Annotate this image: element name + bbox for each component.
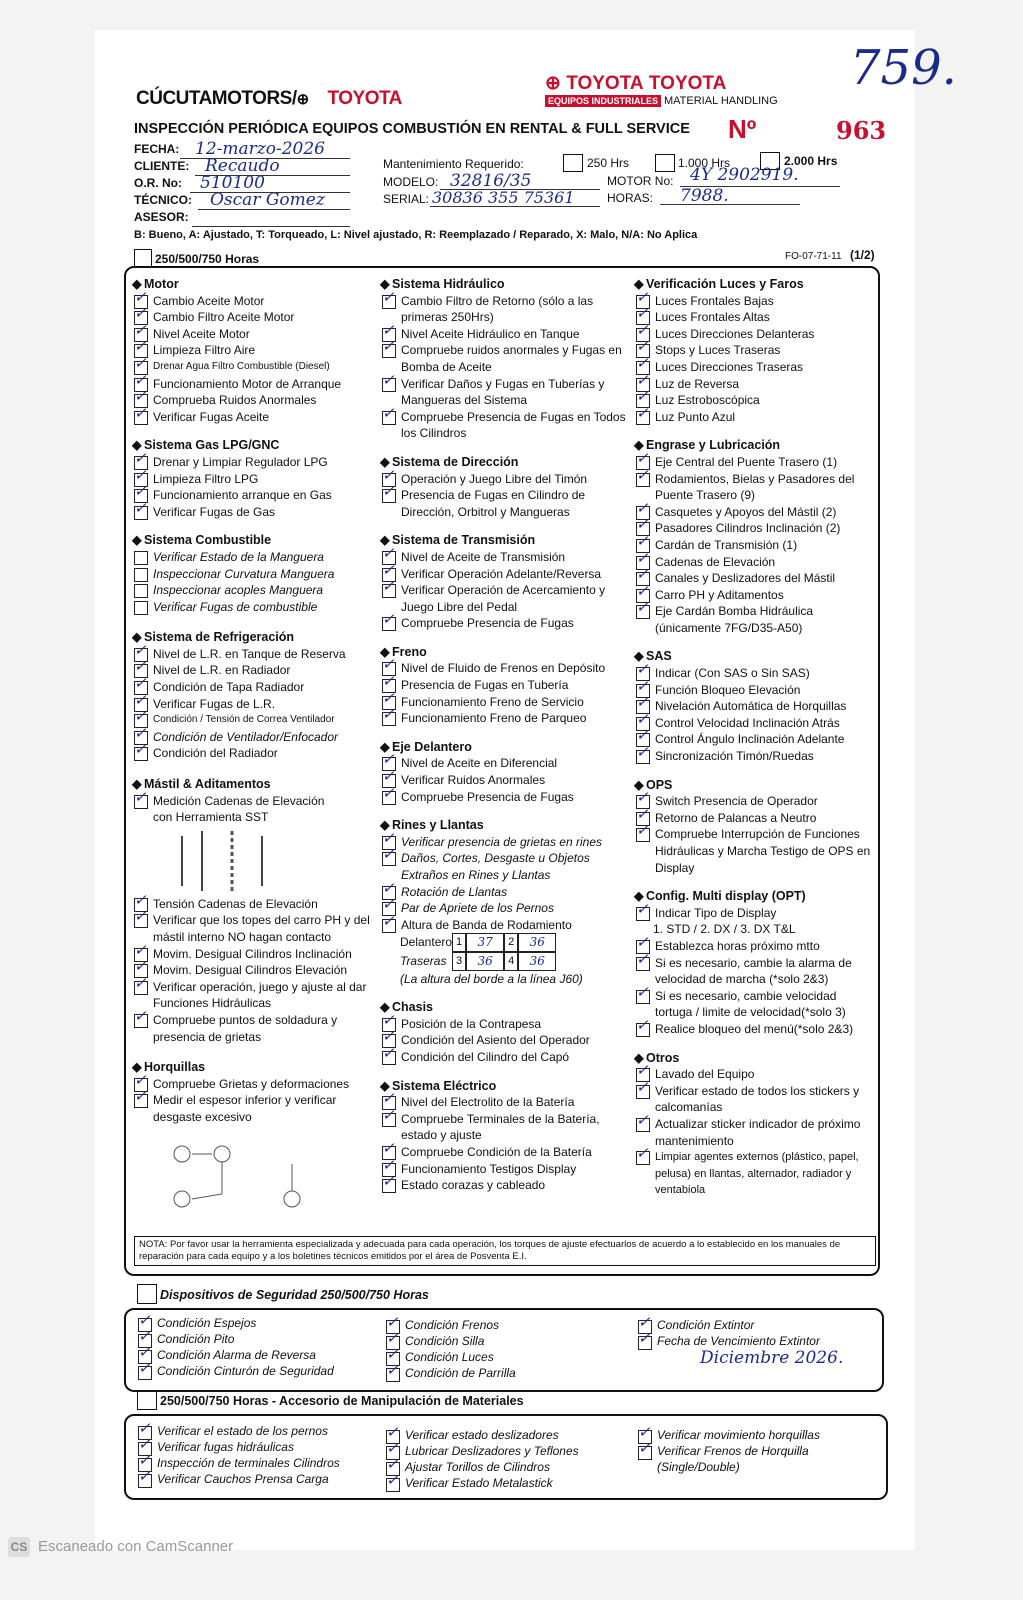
mant-1000-label: 1.000 Hrs <box>678 156 731 170</box>
tire-measure-table <box>400 933 630 987</box>
checklist-item[interactable]: ✓ Drenar y Limpiar Regulador LPG <box>132 454 372 471</box>
section-motor: ◆ Motor <box>132 277 179 291</box>
fecha-value[interactable]: 12-marzo-2026 <box>195 139 325 159</box>
checklist-item[interactable]: ✓ Luces Frontales Bajas <box>634 293 872 310</box>
checklist-item[interactable]: ✓ Verificar operación, juego y ajuste al dar Funciones Hidráulicas <box>132 979 372 1012</box>
section-transmision: ◆ Sistema de Transmisión <box>380 533 536 548</box>
checklist-item[interactable]: ✓ Funcionamiento Freno de Parqueo <box>380 710 630 727</box>
checklist-item[interactable]: ✓ Eje Central del Puente Trasero (1) <box>634 454 872 471</box>
checklist-item[interactable]: ✓ Verificar Operación Adelante/Reversa <box>380 566 630 583</box>
chain-gauge-illustration <box>132 826 372 896</box>
checklist-item[interactable]: ✓ Condición Extintor <box>636 1318 866 1334</box>
checklist-item[interactable]: ✓ Verificar estado de todos los stickers y calcomanías <box>634 1083 872 1116</box>
checklist-item[interactable]: ✓ Funcionamiento arranque en Gas <box>132 487 372 504</box>
serial-value[interactable]: 30836 355 75361 <box>432 188 575 207</box>
checklist-item[interactable]: ✓ Realice bloqueo del menú(*solo 2&3) <box>634 1021 872 1038</box>
section-refrigeracion: ◆ Sistema de Refrigeración <box>132 630 295 645</box>
checklist-item[interactable]: ✓ Presencia de Fugas en Cilindro de Dirección, Orbitrol y Mangueras <box>380 487 630 520</box>
checklist-item[interactable]: ✓ Stops y Luces Traseras <box>634 342 872 359</box>
section-sas: ◆ SAS <box>634 649 672 664</box>
checklist-item[interactable]: ✓ Verificar que los topes del carro PH y del mástil interno NO hagan contacto <box>132 912 372 945</box>
equipos-badge: EQUIPOS INDUSTRIALES <box>545 95 661 107</box>
checklist-item[interactable]: ✓ Compruebe Presencia de Fugas <box>380 615 630 632</box>
section-luces: ◆ Verificación Luces y Faros <box>634 277 804 291</box>
handwritten-number: 759. <box>850 40 957 96</box>
tire-pos: 1 <box>452 933 466 952</box>
checklist-item[interactable]: ✓ Tensión Cadenas de Elevación <box>132 896 372 913</box>
checklist-item[interactable]: ✓ Condición Silla <box>384 1334 614 1350</box>
checklist-item[interactable]: ✓ Movim. Desigual Cilindros Elevación <box>132 962 372 979</box>
checklist-item[interactable]: ✓ Verificar Frenos de Horquilla (Single/Double) <box>636 1444 866 1475</box>
section-ops: ◆ OPS <box>634 777 673 792</box>
traseras-label: Traseras <box>400 953 447 968</box>
checklist-item[interactable]: ✓ Luces Direcciones Traseras <box>634 359 872 376</box>
checklist-item[interactable]: Inspeccionar Curvatura Manguera <box>132 566 372 583</box>
checklist-item[interactable]: ✓ Luces Direcciones Delanteras <box>634 326 872 343</box>
checklist-item[interactable]: ✓ Compruebe Interrupción de Funciones Hidráulicas y Marcha Testigo de OPS en Display <box>634 826 872 876</box>
checklist-item[interactable]: Verificar Fugas de combustible <box>132 599 372 616</box>
checklist-item[interactable]: ✓ Funcionamiento Testigos Display <box>380 1161 630 1178</box>
checklist-item[interactable]: ✓ Cardán de Transmisión (1) <box>634 537 872 554</box>
checklist-item[interactable]: ✓ Limpieza Filtro LPG <box>132 471 372 488</box>
extintor-date[interactable]: Diciembre 2026. <box>700 1348 844 1368</box>
horas-label: HORAS: <box>607 191 654 205</box>
section-freno: ◆ Freno <box>380 644 427 659</box>
checklist-item[interactable]: ✓ Nivel de Aceite en Diferencial <box>380 755 630 772</box>
checklist-item[interactable]: Inspeccionar acoples Manguera <box>132 582 372 599</box>
checklist-item[interactable]: ✓ Condición Luces <box>384 1350 614 1366</box>
checklist-item[interactable]: ✓ Ajustar Torillos de Cilindros <box>384 1460 624 1476</box>
accesorio-col-3 <box>636 1428 866 1475</box>
checklist-item[interactable]: ✓ Verificar Ruidos Anormales <box>380 772 630 789</box>
checklist-item[interactable]: ✓ Luz de Reversa <box>634 376 872 393</box>
hours-option-label: 250/500/750 Horas <box>155 252 260 266</box>
toyota-material-handling-logo: ⊕ TOYOTA TOYOTA <box>545 73 727 94</box>
motor-label: MOTOR No: <box>607 174 674 188</box>
checklist-item[interactable]: ✓ Si es necesario, cambie velocidad tortuga / limite de velocidad(*solo 3) <box>634 988 872 1021</box>
accesorio-col-2 <box>384 1428 624 1492</box>
cucutamotors-logo: CÚCUTAMOTORS/⊕ TOYOTA <box>136 88 402 109</box>
checklist-item[interactable]: ✓ Lavado del Equipo <box>634 1066 872 1083</box>
serial-label: SERIAL: <box>383 192 430 206</box>
material-handling-label: MATERIAL HANDLING <box>664 95 778 107</box>
section-gas: ◆ Sistema Gas LPG/GNC <box>132 438 280 453</box>
checklist-item[interactable]: ✓ Presencia de Fugas en Tubería <box>380 677 630 694</box>
form-title: INSPECCIÓN PERIÓDICA EQUIPOS COMBUSTIÓN EN RENTAL & FULL SERVICE <box>134 121 690 137</box>
checklist-item[interactable]: ✓ Funcionamiento Motor de Arranque <box>132 376 372 393</box>
checklist-item[interactable]: ✓ Funcionamiento Freno de Servicio <box>380 694 630 711</box>
checklist-item[interactable]: ✓ Luz Estroboscópica <box>634 392 872 409</box>
section-combustible: ◆ Sistema Combustible <box>132 533 272 548</box>
checklist-item[interactable]: ✓ Condición de Ventilador/Enfocador <box>132 729 372 746</box>
checklist-item[interactable]: ✓ Verificar el estado de los pernos <box>136 1424 376 1440</box>
checklist-item[interactable]: ✓ Control Ángulo Inclinación Adelante <box>634 731 872 748</box>
tire-value[interactable]: 36 <box>466 952 504 971</box>
mant-250-label: 250 Hrs <box>587 156 630 170</box>
checklist-item[interactable]: ✓ Compruebe Presencia de Fugas en Todos los Cilindros <box>380 409 630 442</box>
tire-pos: 4 <box>504 952 518 971</box>
checklist-item[interactable]: ✓ Sincronización Timón/Ruedas <box>634 748 872 765</box>
checklist-item[interactable]: ✓ Control Velocidad Inclinación Atrás <box>634 715 872 732</box>
checklist-item[interactable]: ✓ Posición de la Contrapesa <box>380 1016 630 1033</box>
section-mastil: ◆ Mástil & Aditamentos <box>132 777 271 792</box>
checklist-item[interactable]: ✓ Compruebe Terminales de la Batería, estado y ajuste <box>380 1111 630 1144</box>
checklist-item[interactable]: ✓ Verificar presencia de grietas en rines <box>380 834 630 851</box>
section-hidraulico: ◆ Sistema Hidráulico <box>380 277 505 291</box>
checklist-item[interactable]: ✓ Eje Cardán Bomba Hidráulica (únicamente 7FG/D35-A50) <box>634 603 872 636</box>
checklist-item[interactable]: ✓ Par de Apriete de los Pernos <box>380 900 630 917</box>
checklist-item[interactable]: ✓ Compruebe Presencia de Fugas <box>380 789 630 806</box>
checklist-item[interactable]: ✓ Nivel de Fluido de Frenos en Depósito <box>380 660 630 677</box>
camscanner-logo: CS <box>8 1537 30 1557</box>
modelo-value[interactable]: 32816/35 <box>450 171 532 191</box>
accesorio-col-1 <box>136 1424 376 1488</box>
checklist-item[interactable]: ✓ Daños, Cortes, Desgaste u Objetos Extraños en Rines y Llantas <box>380 850 630 883</box>
horas-value[interactable]: 7988. <box>680 186 729 206</box>
checklist-item[interactable]: ✓ Nivel del Electrolito de la Batería <box>380 1094 630 1111</box>
checklist-item[interactable]: ✓ Canales y Deslizadores del Mástil <box>634 570 872 587</box>
checklist-item[interactable]: ✓ Nivel de L.R. en Tanque de Reserva <box>132 646 372 663</box>
tecnico-label: TÉCNICO: <box>134 193 192 207</box>
or-value[interactable]: 510100 <box>200 173 265 193</box>
checklist-item[interactable]: ✓ Limpieza Filtro Aire <box>132 342 372 359</box>
checklist-item[interactable]: ✓ Verificar movimiento horquillas <box>636 1428 866 1444</box>
seguridad-checkbox[interactable] <box>137 1284 157 1304</box>
checklist-item[interactable]: ✓ Verificar Daños y Fugas en Tuberías y Mangueras del Sistema <box>380 376 630 409</box>
checklist-item[interactable]: ✓ Condición Alarma de Reversa <box>136 1348 366 1364</box>
tire-value[interactable]: 36 <box>518 952 556 971</box>
section-direccion: ◆ Sistema de Dirección <box>380 454 519 469</box>
motor-value[interactable]: 4Y 2902919. <box>690 165 799 185</box>
tire-value[interactable]: 37 <box>466 933 504 952</box>
column-2 <box>380 270 630 1194</box>
checklist-item[interactable]: ✓ Compruebe puntos de soldadura y presencia de grietas <box>132 1012 372 1045</box>
section-eje-delantero: ◆ Eje Delantero <box>380 739 472 754</box>
seguridad-col-1 <box>136 1316 366 1380</box>
checklist-item[interactable]: ✓ Comprueba Ruidos Anormales <box>132 392 372 409</box>
seguridad-col-2 <box>384 1318 614 1382</box>
display-types: 1. STD / 2. DX / 3. DX T&L <box>653 922 796 937</box>
checklist-item[interactable]: ✓ Carro PH y Aditamentos <box>634 587 872 604</box>
checklist-item[interactable]: ✓ Verificar Operación de Acercamiento y Juego Libre del Pedal <box>380 582 630 615</box>
modelo-label: MODELO: <box>383 175 439 189</box>
number-label: Nº <box>728 114 757 144</box>
checklist-item[interactable]: ✓ Limpiar agentes externos (plástico, papel, pelusa) en llantas, alternador, radiador y ventabiola <box>634 1149 872 1199</box>
checklist-item[interactable]: ✓ Operación y Juego Libre del Timón <box>380 471 630 488</box>
section-rines: ◆ Rines y Llantas <box>380 818 484 833</box>
checklist-item[interactable]: ✓ Switch Presencia de Operador <box>634 793 872 810</box>
checklist-item[interactable]: ✓ Luces Frontales Altas <box>634 309 872 326</box>
accesorio-checkbox[interactable] <box>137 1390 157 1410</box>
checklist-item[interactable]: ✓ Fecha de Vencimiento Extintor <box>636 1334 866 1350</box>
chain-gauge-icon <box>132 826 332 896</box>
checklist-item[interactable]: ✓ Cambio Filtro de Retorno (sólo a las primeras 250Hrs) <box>380 293 630 326</box>
checklist-item[interactable]: Verificar Estado de la Manguera <box>132 549 372 566</box>
checklist-item[interactable]: ✓ Altura de Banda de Rodamiento <box>380 917 630 934</box>
cliente-value[interactable]: Recaudo <box>205 156 280 176</box>
checklist-item[interactable]: ✓ Verificar Fugas de Gas <box>132 504 372 521</box>
checklist-item[interactable]: ✓ Rodamientos, Bielas y Pasadores del Puente Trasero (9) <box>634 471 872 504</box>
checklist-item[interactable]: ✓ Verificar Estado Metalastick <box>384 1476 624 1492</box>
tire-note: (La altura del borde a la línea J60) <box>400 971 583 986</box>
mant-2000-label: 2.000 Hrs <box>784 154 838 168</box>
section-otros: ◆ Otros <box>634 1050 680 1065</box>
cliente-label: CLIENTE: <box>134 159 190 173</box>
fecha-label: FECHA: <box>134 142 180 156</box>
checklist-item[interactable]: ✓ Condición de Parrilla <box>384 1366 614 1382</box>
note-box: NOTA: Por favor usar la herramienta especializada y adecuada para cada operación, los torques de ajuste efectuarlos de acuerdo a lo establecido en los manuales de reparación para cada equipo y a los boletines técnicos emitidos por el área de Posventa E.I. <box>134 1236 876 1266</box>
checklist-item[interactable]: ✓ Inspección de terminales Cilindros <box>136 1456 376 1472</box>
checklist-item[interactable]: ✓ Condición Frenos <box>384 1318 614 1334</box>
column-3 <box>634 270 872 1199</box>
checklist-item[interactable]: ✓ Verificar fugas hidráulicas <box>136 1440 376 1456</box>
checklist-item[interactable]: ✓ Condición del Cilindro del Capó <box>380 1049 630 1066</box>
mantenimiento-label: Mantenimiento Requerido: <box>383 157 524 171</box>
checklist-item[interactable]: ✓ Función Bloqueo Elevación <box>634 682 872 699</box>
checklist-item[interactable]: ✓ Verificar estado deslizadores <box>384 1428 624 1444</box>
mant-1000-checkbox[interactable] <box>655 154 675 172</box>
tire-pos: 3 <box>452 952 466 971</box>
checklist-item[interactable]: ✓ Nivel de Aceite de Transmisión <box>380 549 630 566</box>
checklist-item[interactable]: ✓ Estado corazas y cableado <box>380 1177 630 1194</box>
checklist-item[interactable]: ✓ Verificar Fugas de L.R. <box>132 696 372 713</box>
or-label: O.R. No: <box>134 176 182 190</box>
section-engrase: ◆ Engrase y Lubricación <box>634 438 781 453</box>
section-electrico: ◆ Sistema Eléctrico <box>380 1078 497 1093</box>
checklist-item[interactable]: ✓ Verificar Cauchos Prensa Carga <box>136 1472 376 1488</box>
checklist-item[interactable]: ✓ Cambio Aceite Motor <box>132 293 372 310</box>
checklist-item[interactable]: ✓ Condición / Tensión de Correa Ventilador <box>132 712 372 729</box>
form-code: FO-07-71-11 <box>785 251 842 262</box>
checklist-item[interactable]: ✓ Condición Cinturón de Seguridad <box>136 1364 366 1380</box>
tire-value[interactable]: 36 <box>518 933 556 952</box>
checklist-item[interactable]: ✓ Lubricar Deslizadores y Teflones <box>384 1444 624 1460</box>
accesorio-title: 250/500/750 Horas - Accesorio de Manipulación de Materiales <box>160 1394 524 1408</box>
tecnico-value[interactable]: Oscar Gomez <box>210 190 325 210</box>
hours-option-checkbox[interactable] <box>134 249 152 267</box>
checklist-item[interactable]: ✓ Retorno de Palancas a Neutro <box>634 810 872 827</box>
form-number: 963 <box>836 116 887 145</box>
checklist-item[interactable]: ✓ Nivelación Automática de Horquillas <box>634 698 872 715</box>
legend: B: Bueno, A: Ajustado, T: Torqueado, L: Nivel ajustado, R: Reemplazado / Reparado, X: Malo, N/A: No Aplica <box>134 229 698 241</box>
checklist-item[interactable]: ✓ Compruebe Condición de la Batería <box>380 1144 630 1161</box>
checklist-item[interactable]: ✓ Nivel de L.R. en Radiador <box>132 662 372 679</box>
fork-diagram-icon <box>132 1134 332 1214</box>
checklist-item[interactable]: ✓ Verificar Fugas Aceite <box>132 409 372 426</box>
checklist-item[interactable]: ✓ Nivel Aceite Motor <box>132 326 372 343</box>
checklist-item[interactable]: ✓ Condición Espejos <box>136 1316 366 1332</box>
section-horquillas: ◆ Horquillas <box>132 1060 206 1075</box>
delantero-label: Delantero <box>400 935 453 950</box>
seguridad-title: Dispositivos de Seguridad 250/500/750 Horas <box>160 1288 429 1302</box>
checklist-item[interactable]: ✓ Rotación de Llantas <box>380 884 630 901</box>
checklist-item[interactable]: ✓ Pasadores Cilindros Inclinación (2) <box>634 520 872 537</box>
checklist-item[interactable]: ✓ Actualizar sticker indicador de próximo mantenimiento <box>634 1116 872 1149</box>
checklist-item[interactable]: ✓ Movim. Desigual Cilindros Inclinación <box>132 946 372 963</box>
asesor-label: ASESOR: <box>134 210 189 224</box>
checklist-item[interactable]: ✓ Si es necesario, cambie la alarma de velocidad de marcha (*solo 2&3) <box>634 955 872 988</box>
checklist-item[interactable]: ✓ Casquetes y Apoyos del Mástil (2) <box>634 504 872 521</box>
checklist-item[interactable]: ✓ Cambio Filtro Aceite Motor <box>132 309 372 326</box>
checklist-item[interactable]: ✓ Condición de Tapa Radiador <box>132 679 372 696</box>
checklist-item[interactable]: ✓ Establezca horas próximo mtto <box>634 938 872 955</box>
camscanner-watermark: Escaneado con CamScanner <box>38 1538 234 1555</box>
column-1 <box>132 270 372 1218</box>
checklist-item[interactable]: ✓ Indicar Tipo de Display <box>634 905 872 922</box>
mant-250-checkbox[interactable] <box>563 154 583 172</box>
section-chasis: ◆ Chasis <box>380 1000 433 1015</box>
checklist-item[interactable]: ✓ Condición del Asiento del Operador <box>380 1032 630 1049</box>
checklist-item[interactable]: ✓ Luz Punto Azul <box>634 409 872 426</box>
checklist-item[interactable]: ✓ Drenar Agua Filtro Combustible (Diesel) <box>132 359 372 376</box>
checklist-item[interactable]: ✓ Condición del Radiador <box>132 745 372 762</box>
checklist-item[interactable]: ✓ Compruebe Grietas y deformaciones <box>132 1076 372 1093</box>
checklist-item[interactable]: ✓ Nivel Aceite Hidráulico en Tanque <box>380 326 630 343</box>
page-indicator: (1/2) <box>850 248 875 262</box>
checklist-item[interactable]: ✓ Condición Pito <box>136 1332 366 1348</box>
checklist-item[interactable]: ✓ Indicar (Con SAS o Sin SAS) <box>634 665 872 682</box>
seguridad-col-3 <box>636 1318 866 1350</box>
section-multi-display: ◆ Config. Multi display (OPT) <box>634 889 806 904</box>
tire-pos: 2 <box>504 933 518 952</box>
checklist-item[interactable]: ✓ Cadenas de Elevación <box>634 554 872 571</box>
checklist-item[interactable]: ✓ Medición Cadenas de Elevación con Herramienta SST <box>132 793 372 826</box>
checklist-item[interactable]: ✓ Compruebe ruidos anormales y Fugas en Bomba de Aceite <box>380 342 630 375</box>
checklist-item[interactable]: ✓ Medir el espesor inferior y verificar desgaste excesivo <box>132 1092 372 1125</box>
